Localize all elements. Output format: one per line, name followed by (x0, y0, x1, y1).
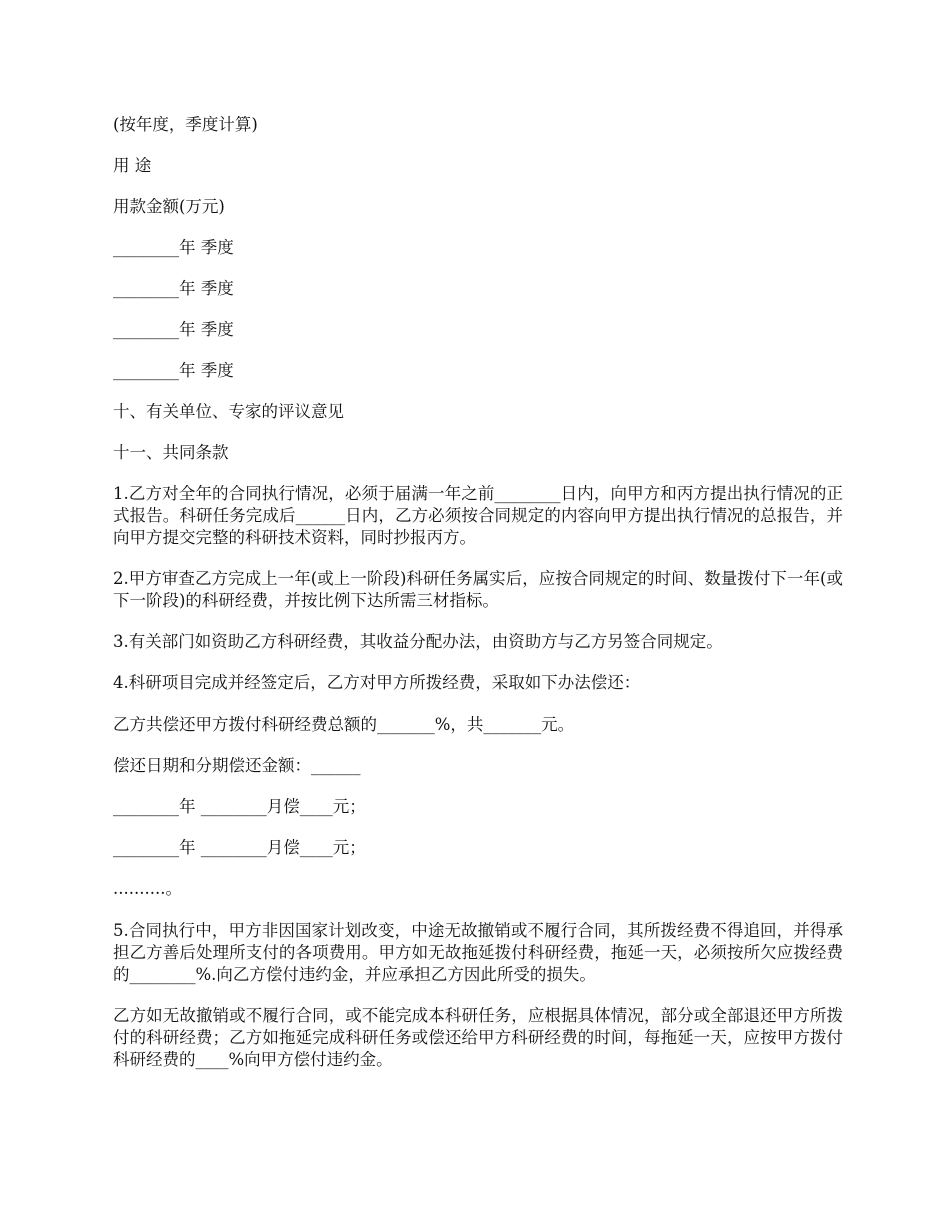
amount-label: 用款金额(万元) (113, 197, 225, 216)
quarter-row: ________年 季度 (113, 238, 234, 257)
section-11-heading: 十一、共同条款 (113, 443, 229, 462)
section-10-heading: 十、有关单位、专家的评议意见 (113, 402, 344, 421)
repayment-row: ________年 ________月偿____元； (113, 797, 366, 816)
quarter-row: ________年 季度 (113, 320, 234, 339)
repayment-total: 乙方共偿还甲方拨付科研经费总额的_______%，共_______元。 (113, 715, 575, 734)
clause-5-party-b: 乙方如无故撤销或不履行合同，或不能完成本科研任务，应根据具体情况，部分或全部退还甲方所拨付的科研经费；乙方如拖延完成科研任务或偿还给甲方科研经费的时间，每拖延一天，应按甲方拨付科研经费的____%向甲方偿付违约金。 (113, 1006, 843, 1069)
clause-2: 2.甲方审查乙方完成上一年(或上一阶段)科研任务属实后，应按合同规定的时间、数量拨付下一年(或下一阶段)的科研经费，并按比例下达所需三材指标。 (113, 569, 843, 610)
repayment-row: ________年 ________月偿____元； (113, 838, 366, 857)
repayment-schedule-label: 偿还日期和分期偿还金额：______ (113, 756, 361, 775)
clause-5: 5.合同执行中，甲方非因国家计划改变，中途无故撤销或不履行合同，其所拨经费不得追回，并得承担乙方善后处理所支付的各项费用。甲方如无故拖延拨付科研经费，拖延一天，必须按所欠应拨经费的________%.向乙方偿付违约金，并应承担乙方因此所受的损失。 (113, 921, 843, 984)
budget-note: (按年度，季度计算) (113, 115, 258, 134)
clause-4: 4.科研项目完成并经签定后，乙方对甲方所拨经费，采取如下办法偿还： (113, 673, 641, 692)
clause-1: 1.乙方对全年的合同执行情况，必须于届满一年之前________日内，向甲方和丙方提出执行情况的正式报告。科研任务完成后______日内，乙方必须按合同规定的内容向甲方提出执行情况的总报告，并向甲方提交完整的科研技术资料，同时抄报丙方。 (113, 484, 843, 547)
ellipsis-line: ..........。 (113, 879, 182, 898)
quarter-row: ________年 季度 (113, 361, 234, 380)
purpose-label: 用 途 (113, 156, 152, 175)
clause-3: 3.有关部门如资助乙方科研经费，其收益分配办法，由资助方与乙方另签合同规定。 (113, 632, 723, 651)
quarter-row: ________年 季度 (113, 279, 234, 298)
